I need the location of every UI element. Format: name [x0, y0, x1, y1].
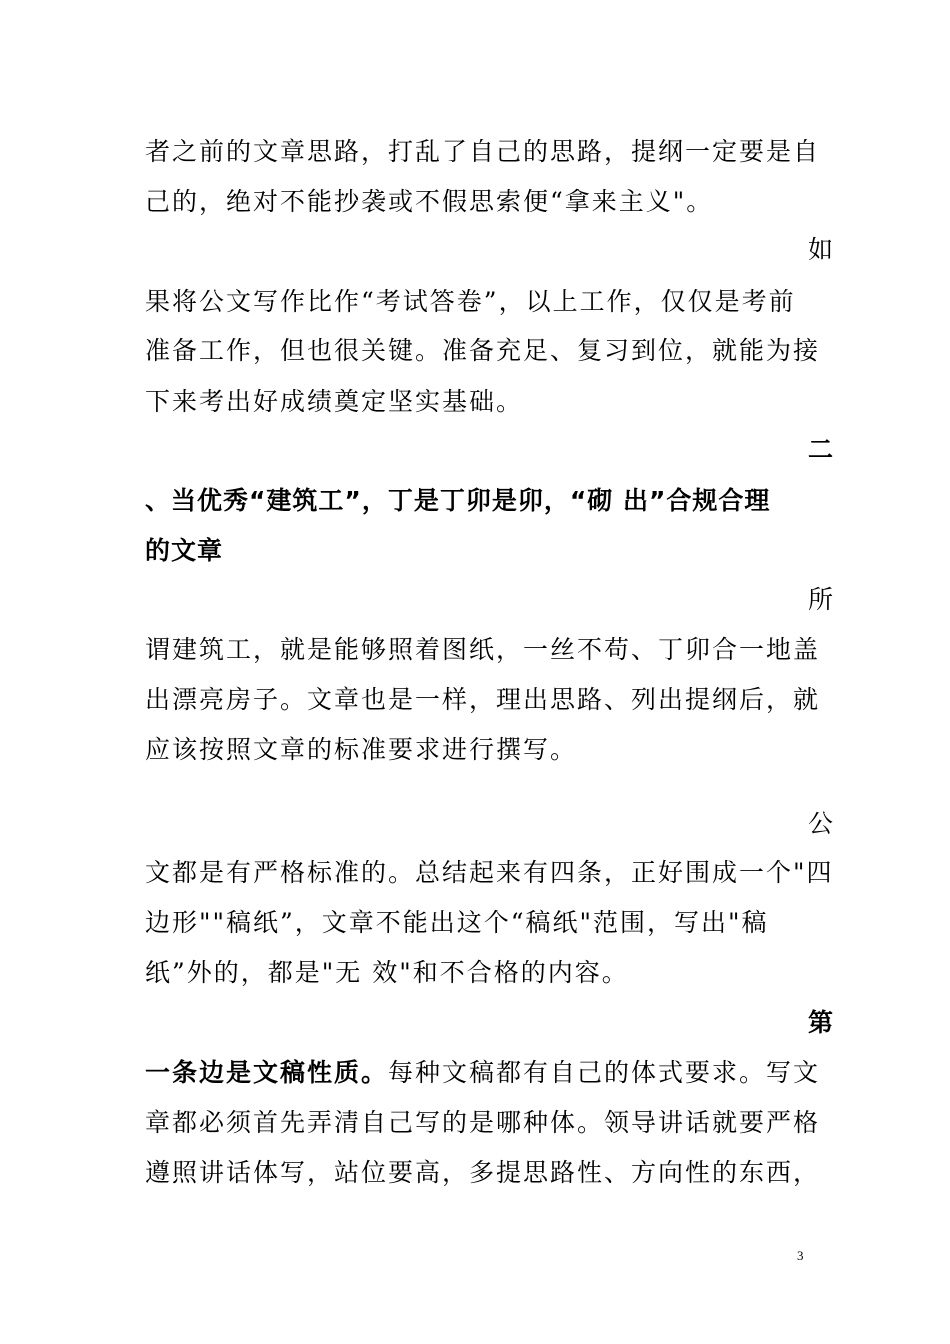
text-line: 谓建筑工，就是能够照着图纸，一丝不苟、丁卯合一地盖	[145, 635, 821, 664]
text-line: 应该按照文章的标准要求进行撰写。	[145, 735, 578, 764]
text-line: 章都必须首先弄清自己写的是哪种体。领导讲话就要严格	[145, 1108, 821, 1137]
text-line: 出漂亮房子。文章也是一样，理出思路、列出提纲后，就	[145, 685, 821, 714]
paragraph-start-char: 如	[808, 235, 834, 264]
text-line: 下来考出好成绩奠定坚实基础。	[145, 387, 524, 416]
paragraph-start-char: 所	[808, 585, 834, 614]
text-line: 己的，绝对不能抄袭或不假思索便“拿来主义"。	[145, 187, 714, 216]
section-heading: 的文章	[145, 536, 224, 565]
text-line: 边形""稿纸”，文章不能出这个“稿纸"范围，写出"稿	[145, 908, 769, 937]
text-line: 果将公文写作比作“考试答卷”，以上工作，仅仅是考前	[145, 287, 796, 316]
text-line: 者之前的文章思路，打乱了自己的思路，提纲一定要是自	[145, 137, 821, 166]
paragraph-start-char: 第	[808, 1008, 834, 1037]
bold-lead-phrase: 一条边是文稿性质。	[145, 1058, 389, 1087]
text-line: 准备工作，但也很关键。准备充足、复习到位，就能为接	[145, 336, 821, 365]
text-line: 文都是有严格标准的。总结起来有四条，正好围成一个"四	[145, 858, 834, 887]
section-heading: 、当优秀“建筑工”，丁是丁卯是卯，“砌 出”合规合理	[145, 486, 771, 515]
text-line	[145, 1057, 821, 1089]
paragraph-start-char: 公	[808, 809, 834, 838]
text-run: 每种文稿都有自己的体式要求。写文	[388, 1058, 821, 1087]
heading-start-char: 二	[808, 435, 834, 464]
text-line: 纸”外的，都是"无 效"和不合格的内容。	[145, 958, 629, 987]
page-number: 3	[797, 1248, 804, 1263]
text-line: 遵照讲话体写，站位要高，多提思路性、方向性的东西，	[145, 1158, 821, 1187]
